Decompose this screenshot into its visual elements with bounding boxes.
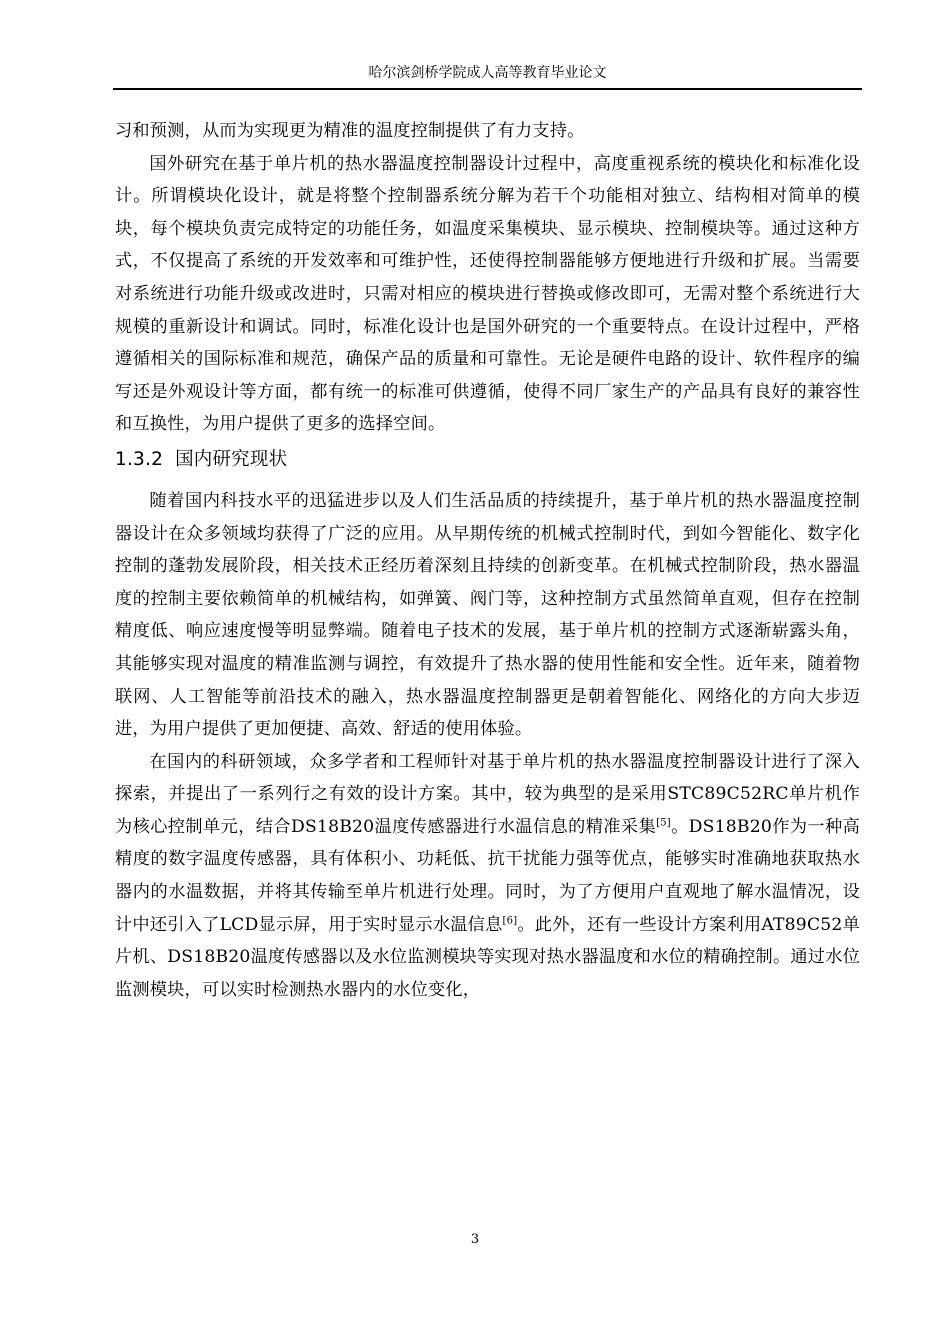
section-number: 1.3.2 — [115, 448, 164, 470]
body-text — [115, 115, 860, 1006]
citation-ref: [5] — [656, 817, 671, 829]
paragraph-text-segment: 在国内的科研领域，众多学者和工程师针对基于单片机的热水器温度控制器设计进行了深入探索，并提出了一系列行之有效的设计方案。其中，较为典型的是采用STC89C52RC单片机作为核心控制单元，结合DS18B20温度传感器进行水温信息的精准采集 — [115, 751, 860, 837]
paragraph-text-segment: 。DS18B20作为一种高精度的数字温度传感器，具有体积小、功耗低、抗干扰能力强等优点，能够实时准确地获取热水器内的水温数据，并将其传输至单片机进行处理。同时，为了方便用户直观地了解水温情况，设计中还引入了LCD显示屏，用于实时显示水温信息 — [115, 816, 861, 935]
paragraph-text-segment: 。此外，还有一些设计方案利用AT89C52单片机、DS18B20温度传感器以及水位监测模块等实现对热水器温度和水位的精确控制。通过水位监测模块，可以实时检测热水器内的水位变化， — [115, 914, 860, 1000]
page-number: 3 — [470, 1232, 480, 1247]
paragraph-domestic-designs — [115, 746, 860, 1007]
section-heading — [115, 447, 860, 473]
header-rule — [113, 88, 862, 90]
page-header: 哈尔滨剑桥学院成人高等教育毕业论文 — [368, 65, 607, 81]
section-title: 国内研究现状 — [175, 448, 288, 470]
paragraph-domestic-overview: 随着国内科技水平的迅猛进步以及人们生活品质的持续提升，基于单片机的热水器温度控制器设计在众多领域均获得了广泛的应用。从早期传统的机械式控制时代，到如今智能化、数字化控制的蓬勃发展阶段，相关技术正经历着深刻且持续的创新变革。在机械式控制阶段，热水器温度的控制主要依赖简单的机械结构，如弹簧、阀门等，这种控制方式虽然简单直观，但存在控制精度低、响应速度慢等明显弊端。随着电子技术的发展，基于单片机的控制方式逐渐崭露头角，其能够实现对温度的精准监测与调控，有效提升了热水器的使用性能和安全性。近年来，随着物联网、人工智能等前沿技术的融入，热水器温度控制器更是朝着智能化、网络化的方向大步迈进，为用户提供了更加便捷、高效、舒适的使用体验。 — [115, 490, 860, 740]
citation-ref: [6] — [502, 914, 518, 926]
paragraph-continuation: 习和预测，从而为实现更为精准的温度控制提供了有力支持。 — [115, 121, 585, 141]
paragraph-foreign-research: 国外研究在基于单片机的热水器温度控制器设计过程中，高度重视系统的模块化和标准化设计。所谓模块化设计，就是将整个控制器系统分解为若干个功能相对独立、结构相对简单的模块，每个模块负责完成特定的功能任务，如温度采集模块、显示模块、控制模块等。通过这种方式，不仅提高了系统的开发效率和可维护性，还使得控制器能够方便地进行升级和扩展。当需要对系统进行功能升级或改进时，只需对相应的模块进行替换或修改即可，无需对整个系统进行大规模的重新设计和调试。同时，标准化设计也是国外研究的一个重要特点。在设计过程中，严格遵循相关的国际标准和规范，确保产品的质量和可靠性。无论是硬件电路的设计、软件程序的编写还是外观设计等方面，都有统一的标准可供遵循，使得不同厂家生产的产品具有良好的兼容性和互换性，为用户提供了更多的选择空间。 — [115, 153, 860, 435]
